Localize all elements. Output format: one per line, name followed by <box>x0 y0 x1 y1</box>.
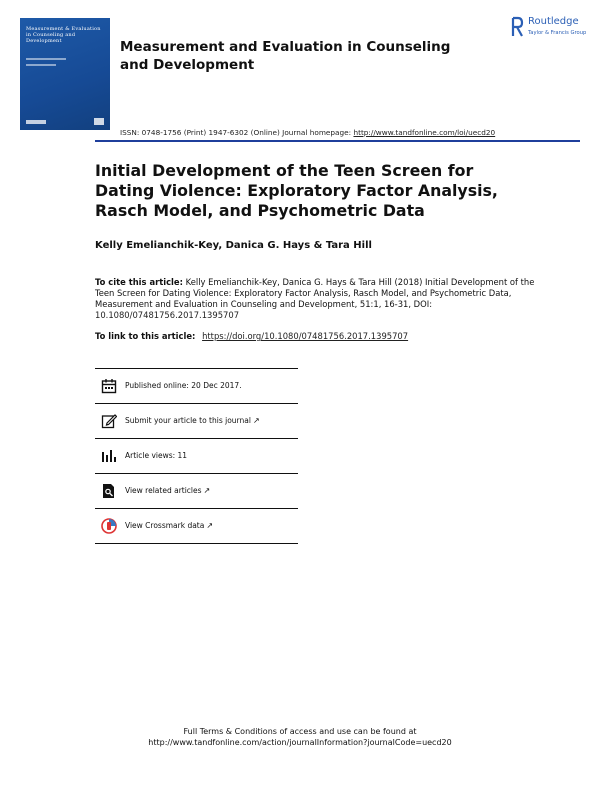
article-views: Article views: 11 <box>125 451 188 460</box>
edit-icon <box>101 413 117 429</box>
issn-line <box>120 128 495 137</box>
issn-text: ISSN: 0748-1756 (Print) 1947-6302 (Online) Journal homepage: <box>120 128 352 137</box>
external-link-icon: ↗ <box>252 416 260 425</box>
article-title: Initial Development of the Teen Screen for Dating Violence: Exploratory Factor Analysis, Rasch Model, and Psychometric Data <box>95 161 498 220</box>
related-articles-row[interactable] <box>95 474 298 509</box>
calendar-icon <box>101 378 117 394</box>
crossmark-row[interactable] <box>95 509 298 544</box>
cover-line <box>26 64 56 66</box>
cover-badge <box>94 118 104 125</box>
article-views-row <box>95 439 298 474</box>
crossmark-label: View Crossmark data <box>125 521 205 530</box>
crossmark-link[interactable] <box>125 521 213 530</box>
related-articles-label: View related articles <box>125 486 202 495</box>
footer <box>0 726 600 748</box>
citation-block <box>95 277 535 321</box>
article-link-line <box>95 331 408 341</box>
submit-article-link[interactable] <box>125 416 260 425</box>
bar-chart-icon <box>101 448 117 464</box>
article-link-label: To link to this article: <box>95 331 196 341</box>
header-divider <box>95 140 580 142</box>
journal-homepage-link[interactable]: http://www.tandfonline.com/loi/uecd20 <box>353 128 496 137</box>
cover-publisher-mark <box>26 120 46 124</box>
footer-terms-url[interactable]: http://www.tandfonline.com/action/journalInformation?journalCode=uecd20 <box>148 738 452 747</box>
citation-label: To cite this article: <box>95 277 183 287</box>
submit-article-label: Submit your article to this journal <box>125 416 251 425</box>
cover-line <box>26 58 66 60</box>
article-doi-url[interactable]: https://doi.org/10.1080/07481756.2017.1395707 <box>202 331 409 341</box>
article-authors: Kelly Emelianchik-Key, Danica G. Hays & Tara Hill <box>95 240 372 251</box>
citation-doi-link[interactable]: 10.1080/07481756.2017.1395707 <box>95 310 240 320</box>
cover-journal-title: Measurement & Evaluation in Counseling and Development <box>26 26 101 44</box>
routledge-logo <box>510 14 595 44</box>
footer-terms-text: Full Terms & Conditions of access and use can be found at <box>183 727 417 736</box>
external-link-icon: ↗ <box>203 486 211 495</box>
search-document-icon <box>101 483 117 499</box>
journal-cover-image <box>20 18 110 130</box>
published-date: Published online: 20 Dec 2017. <box>125 381 242 390</box>
submit-article-row[interactable] <box>95 404 298 439</box>
crossmark-icon <box>101 518 117 534</box>
publisher-tagline: Taylor & Francis Group <box>528 30 587 36</box>
related-articles-link[interactable] <box>125 486 210 495</box>
published-row <box>95 368 298 404</box>
journal-title: Measurement and Evaluation in Counseling and Development <box>120 39 451 73</box>
external-link-icon: ↗ <box>206 521 214 530</box>
citation-text: Kelly Emelianchik-Key, Danica G. Hays & Tara Hill (2018) Initial Development of the Teen Screen for Dating Violence: Exploratory Factor Analysis, Rasch Model, and Psychometric Data, Measurement and Evaluation in Counseling and Development, 51:1, 16-31, DOI: <box>95 277 535 309</box>
routledge-logo-mark <box>510 16 524 38</box>
publisher-name: Routledge <box>528 16 579 27</box>
article-actions <box>95 368 298 544</box>
